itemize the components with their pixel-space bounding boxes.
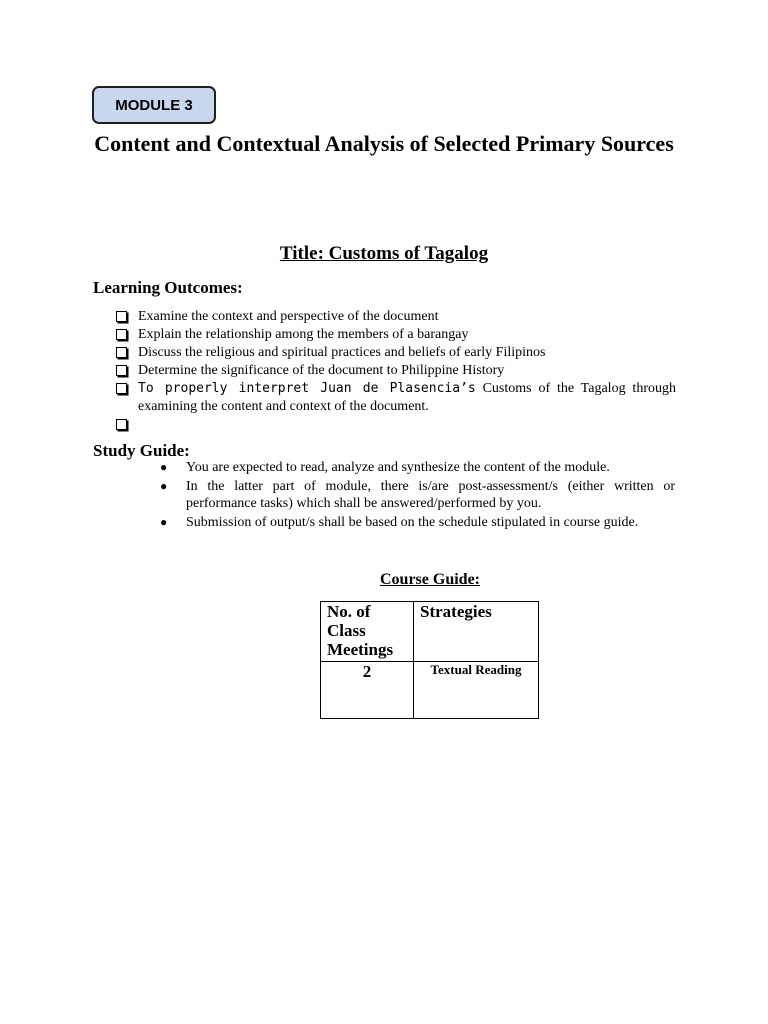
document-title: Title: Customs of Tagalog (279, 243, 489, 264)
guide-text: In the latter part of module, there is/are post-assessment/s (either written or performance tasks) which shall be answered/performed by you. (186, 479, 675, 511)
outcome-text: Determine the significance of the document to Philippine History (138, 363, 505, 378)
checkbox-icon (116, 365, 127, 376)
course-guide-title: Course Guide: (380, 571, 480, 588)
study-guide-list (160, 459, 675, 533)
checkbox-icon (116, 347, 127, 358)
learning-outcomes-heading: Learning Outcomes: (93, 278, 243, 297)
outcome-text (138, 380, 676, 416)
table-header-row (321, 602, 539, 662)
list-item (116, 362, 676, 380)
table-row (321, 662, 539, 719)
list-item (160, 514, 675, 531)
bullet-icon: ● (160, 479, 168, 493)
outcome-text: Explain the relationship among the members of a barangay (138, 327, 469, 342)
header-class-meetings: No. of Class Meetings (321, 602, 414, 662)
header-strategies: Strategies (414, 602, 539, 662)
checkbox-icon (116, 311, 127, 322)
learning-outcomes-list (116, 308, 676, 430)
list-item (160, 459, 675, 476)
bullet-icon: ● (160, 460, 168, 474)
checkbox-icon (116, 419, 127, 430)
checkbox-icon (116, 383, 127, 394)
guide-text: Submission of output/s shall be based on the schedule stipulated in course guide. (186, 515, 639, 530)
list-item (116, 308, 676, 326)
outcome-text-prefix: To properly interpret Juan de Plasencia’s (138, 381, 476, 396)
checkbox-icon (116, 329, 127, 340)
list-item (116, 416, 676, 430)
list-item (116, 380, 676, 416)
cell-meetings: 2 (321, 662, 414, 719)
cell-strategy: Textual Reading (414, 662, 539, 719)
study-guide-heading: Study Guide: (93, 441, 190, 460)
outcome-text: Examine the context and perspective of the document (138, 309, 439, 324)
outcome-text-rest: Customs of the Tagalog through examining the content and context of the document. (138, 381, 676, 414)
course-guide-table (320, 601, 539, 719)
list-item (116, 326, 676, 344)
bullet-icon: ● (160, 515, 168, 529)
module-badge: MODULE 3 (92, 86, 216, 124)
main-title: Content and Contextual Analysis of Selected Primary Sources (94, 131, 674, 156)
outcome-text: Discuss the religious and spiritual practices and beliefs of early Filipinos (138, 345, 546, 360)
guide-text: You are expected to read, analyze and synthesize the content of the module. (186, 460, 610, 475)
list-item (160, 478, 675, 512)
list-item (116, 344, 676, 362)
